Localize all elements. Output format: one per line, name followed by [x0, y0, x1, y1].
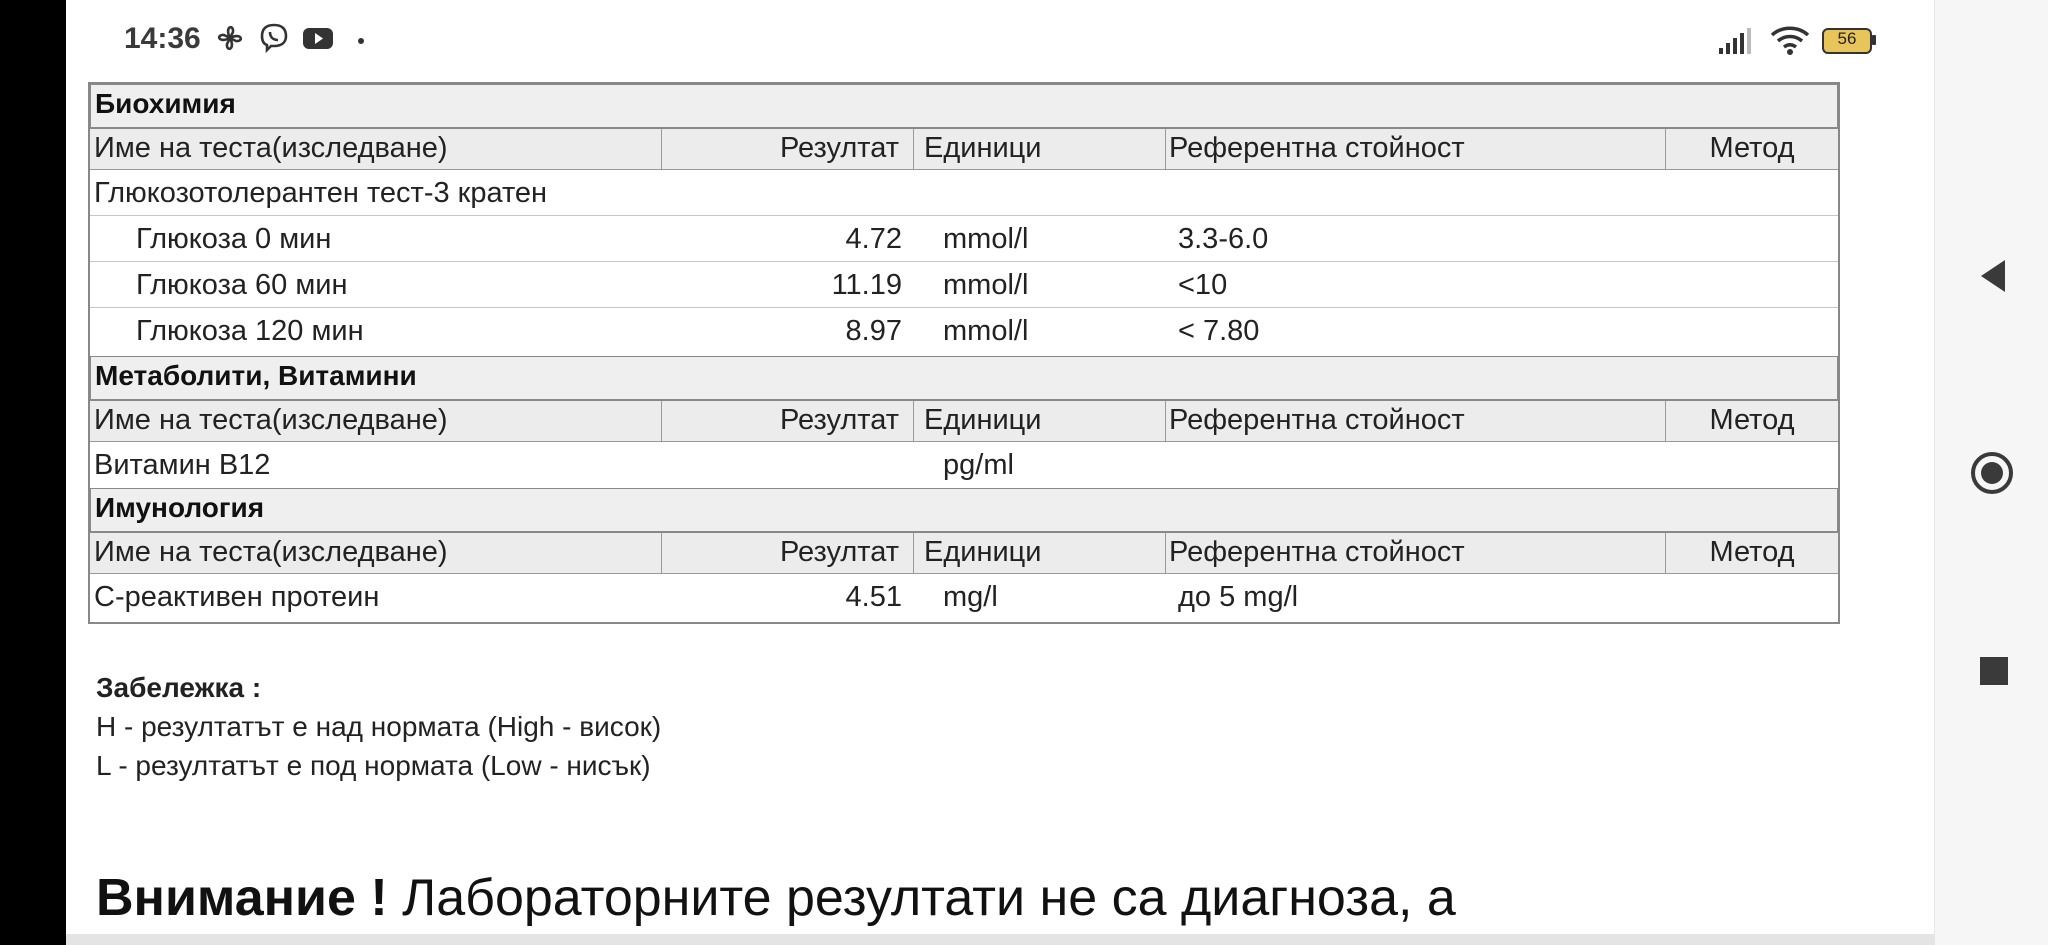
test-reference: <10 — [1178, 269, 1228, 301]
battery-icon — [1822, 28, 1876, 54]
home-icon[interactable] — [1969, 450, 2015, 496]
table-row — [90, 442, 1838, 488]
test-reference: до 5 mg/l — [1178, 581, 1299, 613]
wifi-icon — [1770, 24, 1810, 56]
group-name: Глюкозотолерантен тест-3 кратен — [94, 177, 548, 209]
test-name: Глюкоза 0 мин — [136, 223, 332, 255]
table-row — [90, 262, 1838, 308]
battery-level: 56 — [1837, 29, 1857, 48]
warning-text — [96, 868, 1456, 928]
column-header-reference: Референтна стойност — [1166, 129, 1666, 169]
status-clock: 14:36 — [124, 22, 201, 55]
table-row — [90, 216, 1838, 262]
test-name: Глюкоза 120 мин — [136, 315, 364, 347]
column-header-method: Метод — [1709, 132, 1795, 164]
test-result: 8.97 — [845, 315, 902, 347]
test-unit: mmol/l — [943, 315, 1029, 347]
test-name: Глюкоза 60 мин — [136, 269, 348, 301]
column-header-result: Резултат — [662, 401, 914, 441]
section-header-biochemistry — [90, 84, 1838, 128]
table-row — [90, 574, 1838, 622]
test-result: 11.19 — [831, 269, 902, 301]
back-icon[interactable] — [1977, 258, 2009, 294]
column-header-result: Резултат — [662, 533, 914, 573]
test-result — [662, 446, 902, 492]
section-title: Метаболити, Витамини — [95, 360, 417, 391]
test-reference: < 7.80 — [1178, 315, 1260, 347]
test-name: С-реактивен протеин — [94, 581, 380, 613]
test-name: Витамин B12 — [94, 449, 271, 481]
fan-icon — [214, 22, 246, 54]
test-reference: 3.3-6.0 — [1178, 223, 1269, 255]
column-header-units: Единици — [914, 401, 1166, 441]
column-header-row — [90, 532, 1838, 574]
warning-body: Лабораторните резултати не са диагноза, а — [387, 869, 1456, 927]
note-line-low: L - резултатът е под нормата (Low - нисък) — [96, 750, 651, 781]
column-header-reference: Референтна стойност — [1166, 401, 1666, 441]
warning-label: Внимание ! — [96, 869, 388, 927]
note-line-high: H - резултатът е над нормата (High - висок) — [96, 711, 662, 742]
viber-icon — [258, 22, 290, 54]
test-unit: mmol/l — [943, 223, 1029, 255]
column-header-test: Име на теста(изследване) — [90, 533, 662, 573]
column-header-result: Резултат — [662, 129, 914, 169]
status-bar — [66, 0, 1934, 82]
test-unit: pg/ml — [943, 449, 1014, 481]
column-header-row — [90, 400, 1838, 442]
legend-note — [96, 668, 661, 785]
section-title: Имунология — [95, 492, 265, 523]
bottom-edge — [66, 934, 1934, 945]
table-row — [90, 308, 1838, 356]
lab-results-table — [88, 82, 1840, 624]
column-header-units: Единици — [914, 129, 1166, 169]
section-title: Биохимия — [95, 88, 236, 119]
column-header-test: Име на теста(изследване) — [90, 129, 662, 169]
section-header-immunology — [90, 488, 1838, 532]
column-header-reference: Референтна стойност — [1166, 533, 1666, 573]
test-result: 4.51 — [845, 581, 902, 613]
column-header-method: Метод — [1709, 404, 1795, 436]
column-header-method: Метод — [1709, 536, 1795, 568]
cell-signal-icon — [1718, 26, 1754, 56]
navigation-bar — [1934, 0, 2048, 945]
column-header-row — [90, 128, 1838, 170]
note-title: Забележка : — [96, 672, 262, 703]
section-header-metabolites — [90, 356, 1838, 400]
test-unit: mmol/l — [943, 269, 1029, 301]
test-unit: mg/l — [943, 581, 998, 613]
more-notifications-dot — [358, 38, 364, 44]
youtube-icon — [302, 22, 334, 54]
column-header-units: Единици — [914, 533, 1166, 573]
recents-icon[interactable] — [1979, 656, 2009, 686]
left-black-border — [0, 0, 66, 945]
table-row-group — [90, 170, 1838, 216]
column-header-test: Име на теста(изследване) — [90, 401, 662, 441]
test-result: 4.72 — [845, 223, 902, 255]
